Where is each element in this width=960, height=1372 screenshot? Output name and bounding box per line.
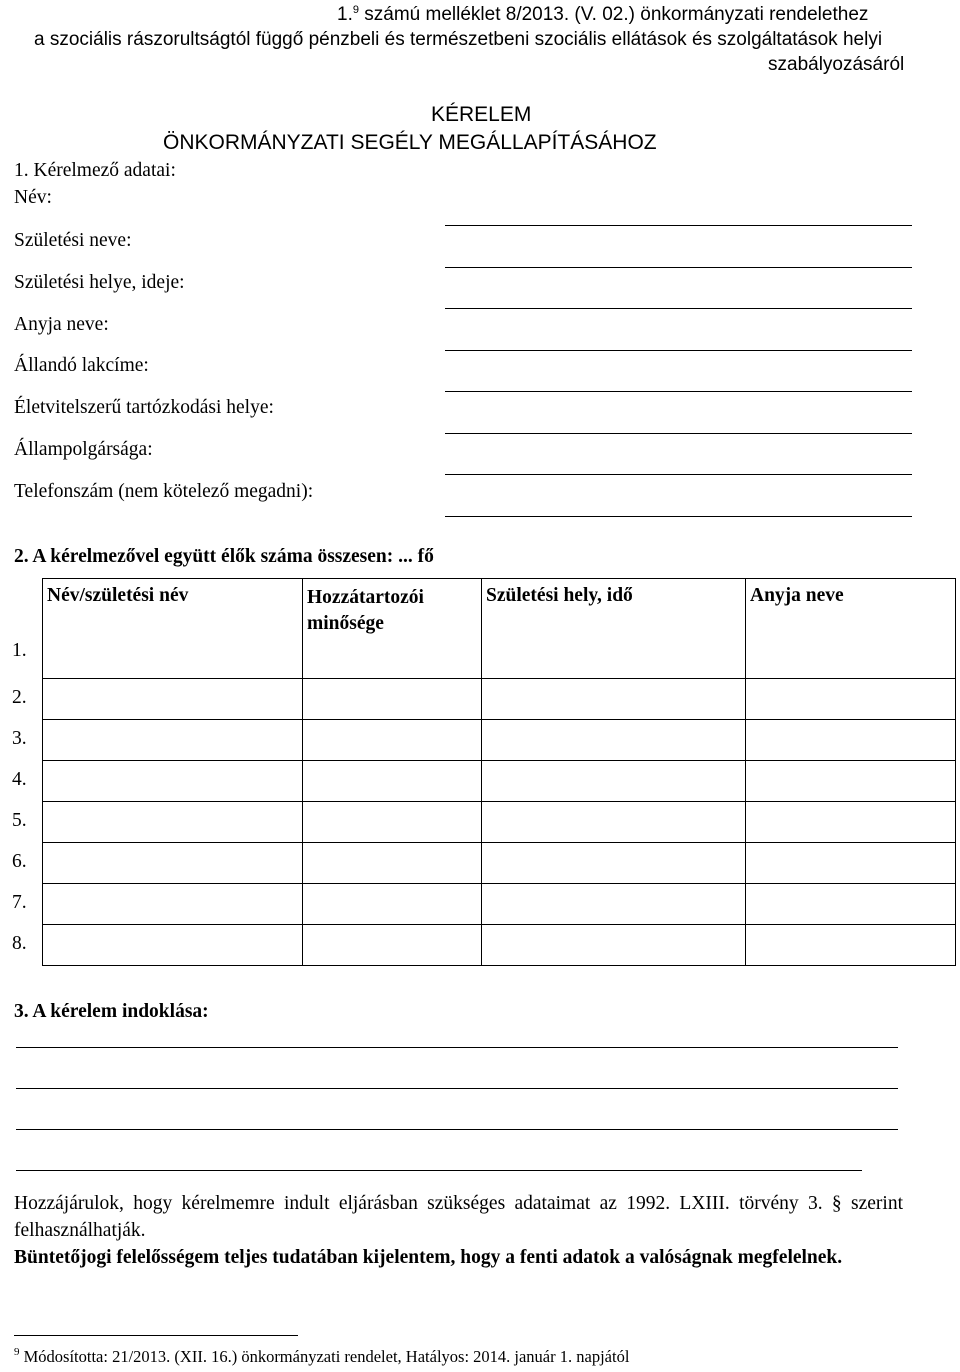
declaration-statement: Büntetőjogi felelősségem teljes tudatában kijelentem, hogy a fenti adatok a valóságnak megfelelnek. xyxy=(14,1247,843,1268)
field-label-allando-lakcim: Állandó lakcíme: xyxy=(14,355,149,376)
annex-header-line2: a szociális rászorultságtól függő pénzbeli és természetbeni szociális ellátások és szolgáltatások helyi xyxy=(34,29,883,50)
column-header-nev: Név/születési név xyxy=(47,585,189,606)
row-number: 1. xyxy=(12,639,27,661)
answer-line-szuletesi-helye[interactable] xyxy=(445,308,912,309)
cell-nev[interactable] xyxy=(43,925,303,966)
justification-line-3[interactable] xyxy=(16,1129,898,1130)
justification-line-4[interactable] xyxy=(16,1170,862,1171)
field-label-tartozkodasi-hely: Életvitelszerű tartózkodási helye: xyxy=(14,397,274,418)
cell-nev[interactable] xyxy=(43,884,303,925)
column-header-anyja: Anyja neve xyxy=(750,585,844,606)
cell-hozzatartozo[interactable] xyxy=(303,761,482,802)
cell-hozzatartozo[interactable] xyxy=(303,884,482,925)
justification-line-1[interactable] xyxy=(16,1047,898,1048)
footnote-number: 9 xyxy=(14,1346,20,1358)
footnote xyxy=(14,1347,629,1367)
cell-szuletesi-hely[interactable] xyxy=(482,843,746,884)
section2-heading: 2. A kérelmezővel együtt élők száma összesen: ... fő xyxy=(14,546,434,567)
table-row xyxy=(8,925,956,966)
column-header-hozzatartozo: Hozzátartozói minősége xyxy=(307,587,424,634)
annex-header-line3-text: szabályozásáról xyxy=(768,54,905,75)
row-number: 8. xyxy=(12,932,27,954)
cell-anyja[interactable] xyxy=(746,843,956,884)
consent-statement: Hozzájárulok, hogy kérelmemre indult eljárásban szükséges adataimat az 1992. LXIII. törvény 3. § szerint felhasználhatják. xyxy=(14,1193,903,1241)
cell-szuletesi-hely[interactable] xyxy=(482,761,746,802)
household-members-table xyxy=(8,578,956,966)
cell-szuletesi-hely[interactable] xyxy=(482,925,746,966)
cell-hozzatartozo[interactable] xyxy=(303,925,482,966)
table-row xyxy=(8,679,956,720)
field-label-telefonszam: Telefonszám (nem kötelező megadni): xyxy=(14,481,314,502)
table-row xyxy=(8,720,956,761)
column-header-szuletesi-hely: Születési hely, idő xyxy=(486,585,633,606)
cell-nev[interactable] xyxy=(43,679,303,720)
table-row xyxy=(8,802,956,843)
section1-heading: 1. Kérelmező adatai: xyxy=(14,160,176,181)
cell-hozzatartozo[interactable] xyxy=(303,679,482,720)
footnote-ref: 9 xyxy=(352,4,359,16)
cell-nev[interactable] xyxy=(43,843,303,884)
justification-line-2[interactable] xyxy=(16,1088,898,1089)
answer-line-nev[interactable] xyxy=(445,225,912,226)
cell-nev[interactable] xyxy=(43,802,303,843)
answer-line-szuletesi-neve[interactable] xyxy=(445,267,912,268)
cell-szuletesi-hely[interactable] xyxy=(482,884,746,925)
cell-szuletesi-hely[interactable] xyxy=(482,720,746,761)
cell-hozzatartozo[interactable] xyxy=(303,843,482,884)
row-number: 7. xyxy=(12,891,27,913)
row-number: 4. xyxy=(12,768,27,790)
answer-line-tartozkodasi-hely[interactable] xyxy=(445,433,912,434)
row-number: 2. xyxy=(12,686,27,708)
footnote-text: Módosította: 21/2013. (XII. 16.) önkormányzati rendelet, Hatályos: 2014. január 1. napjától xyxy=(19,1347,630,1366)
answer-line-allampolgarsag[interactable] xyxy=(445,474,912,475)
answer-line-anyja-neve[interactable] xyxy=(445,350,912,351)
field-label-szuletesi-neve: Születési neve: xyxy=(14,230,132,251)
cell-anyja[interactable] xyxy=(746,720,956,761)
footnote-separator xyxy=(14,1335,298,1336)
field-label-szuletesi-helye: Születési helye, ideje: xyxy=(14,272,185,293)
row-number: 5. xyxy=(12,809,27,831)
cell-nev[interactable] xyxy=(43,720,303,761)
cell-szuletesi-hely[interactable] xyxy=(482,802,746,843)
document-title: KÉRELEM xyxy=(431,103,532,126)
row-number: 6. xyxy=(12,850,27,872)
annex-header-line1: 1.$^9$ számú melléklet 8/2013. (V. 02.) önkormányzati rendelethez xyxy=(337,4,869,25)
cell-anyja[interactable] xyxy=(746,802,956,843)
cell-anyja[interactable] xyxy=(746,679,956,720)
table-row xyxy=(8,761,956,802)
table-row xyxy=(8,843,956,884)
row-number: 3. xyxy=(12,727,27,749)
cell-anyja[interactable] xyxy=(746,761,956,802)
cell-anyja[interactable] xyxy=(746,884,956,925)
field-label-nev: Név: xyxy=(14,187,52,208)
answer-line-telefonszam[interactable] xyxy=(445,516,912,517)
field-label-anyja-neve: Anyja neve: xyxy=(14,314,109,335)
answer-line-allando-lakcim[interactable] xyxy=(445,391,912,392)
cell-anyja[interactable] xyxy=(746,925,956,966)
table-row xyxy=(8,884,956,925)
cell-hozzatartozo[interactable] xyxy=(303,720,482,761)
cell-nev[interactable] xyxy=(43,761,303,802)
cell-hozzatartozo[interactable] xyxy=(303,802,482,843)
document-subtitle: ÖNKORMÁNYZATI SEGÉLY MEGÁLLAPÍTÁSÁHOZ xyxy=(163,131,657,154)
field-label-allampolgarsag: Állampolgársága: xyxy=(14,439,153,460)
section3-heading: 3. A kérelem indoklása: xyxy=(14,1001,209,1022)
cell-szuletesi-hely[interactable] xyxy=(482,679,746,720)
